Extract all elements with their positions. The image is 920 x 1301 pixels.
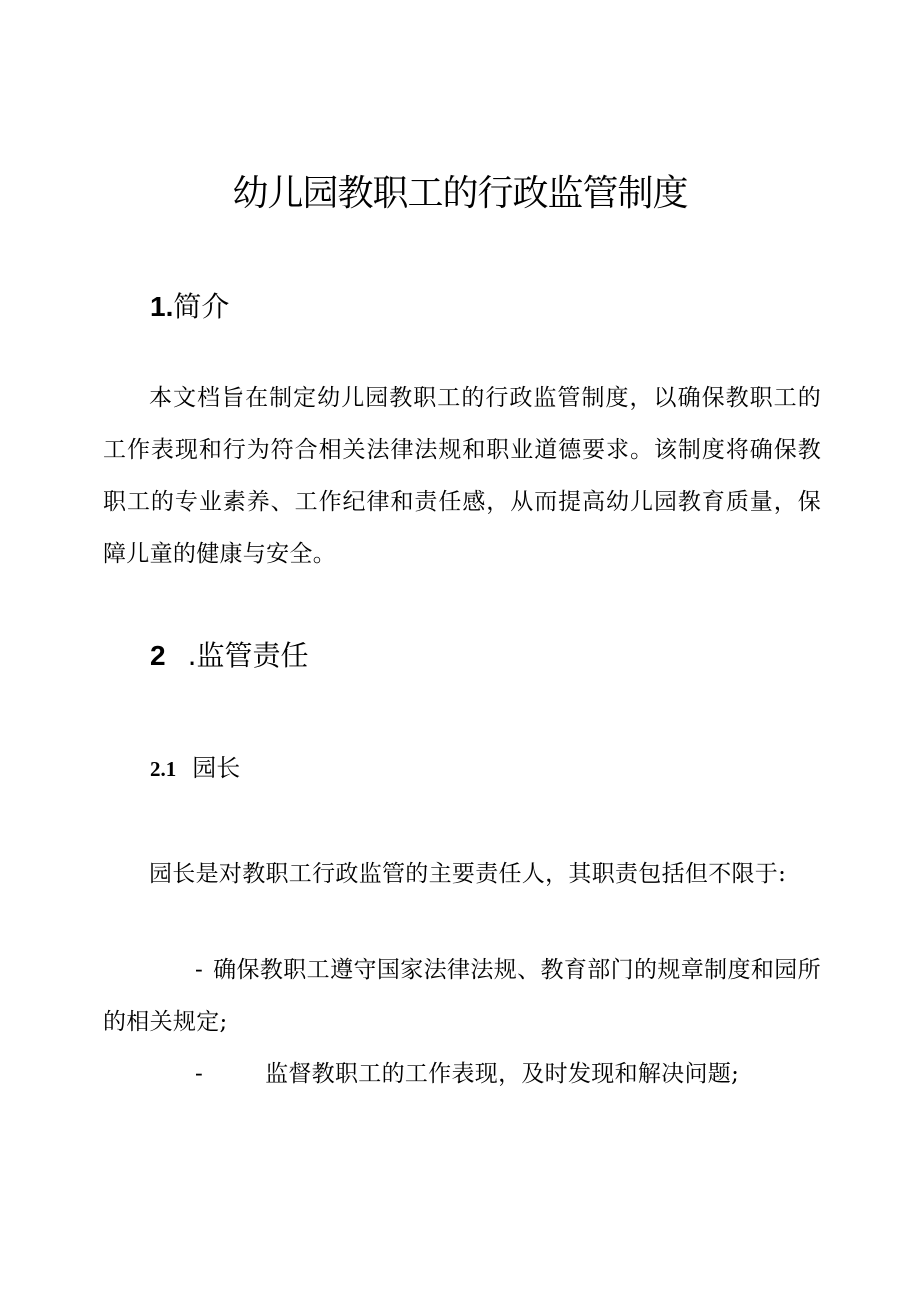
- list-item: [103, 944, 821, 1048]
- section-2-number: 2: [150, 640, 166, 671]
- section-1-number: 1.: [150, 291, 174, 322]
- section-1-title: 简介: [173, 290, 230, 323]
- list-item-dash: -: [195, 957, 204, 983]
- list-item-text: 监督教职工的工作表现，及时发现和解决问题;: [265, 1061, 740, 1087]
- subsection-2-1-heading: [150, 750, 240, 787]
- section-2-heading: [150, 636, 309, 676]
- section-2-dot: .: [187, 639, 197, 672]
- list-item-dash: -: [195, 1061, 204, 1087]
- subsection-2-1-number: 2.1: [150, 757, 177, 781]
- section-2-title: 监管责任: [196, 639, 309, 672]
- subsection-2-1-title: 园长: [192, 754, 241, 782]
- document-title: 幼儿园教职工的行政监管制度: [232, 173, 688, 214]
- subsection-2-1-intro: 园长是对教职工行政监管的主要责任人，其职责包括但不限于:: [149, 861, 787, 887]
- list-item-text: 确保教职工遵守国家法律法规、教育部门的规章制度和园所的相关规定;: [103, 957, 821, 1035]
- section-1-paragraph: 本文档旨在制定幼儿园教职工的行政监管制度，以确保教职工的工作表现和行为符合相关法律法规和职业道德要求。该制度将确保教职工的专业素养、工作纪律和责任感，从而提高幼儿园教育质量，保障儿童的健康与安全。: [103, 385, 821, 567]
- list-item: [103, 1048, 821, 1100]
- section-1-heading: [150, 287, 229, 327]
